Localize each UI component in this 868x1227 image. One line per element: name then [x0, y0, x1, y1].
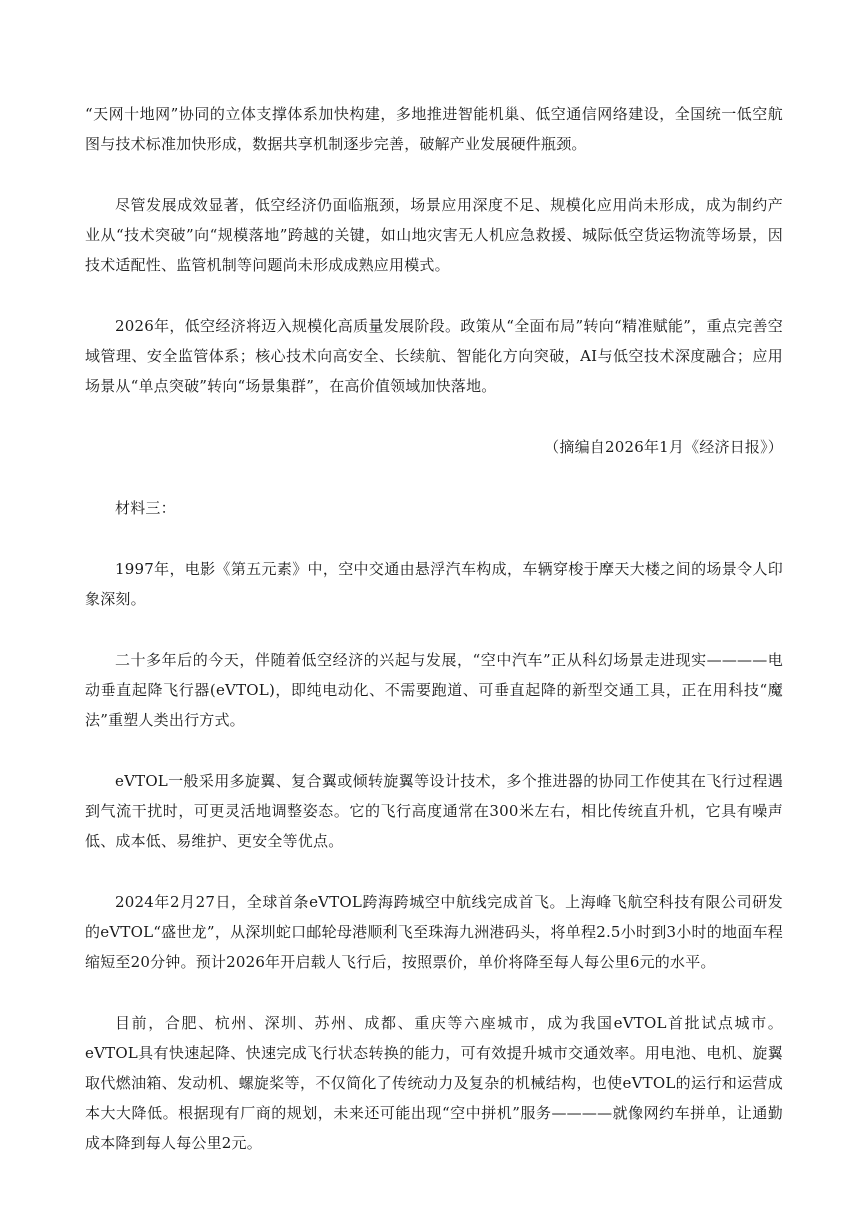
section-label: 材料三：: [115, 499, 176, 517]
paragraph-2: 尽管发展成效显著，低空经济仍面临瓶颈，场景应用深度不足、规模化应用尚未形成，成为制约产业从“技术突破”向“规模落地”跨越的关键，如山地灾害无人机应急救援、城际低空货运物流等场景，因技术适配性、监管机制等问题尚未形成成熟应用模式。: [85, 196, 783, 274]
paragraph-1: “天网十地网”协同的立体支撑体系加快构建，多地推进智能机巢、低空通信网络建设，全国统一低空航图与技术标准加快形成，数据共享机制逐步完善，破解产业发展硬件瓶颈。: [85, 105, 783, 153]
paragraph-4: 1997年，电影《第五元素》中，空中交通由悬浮汽车构成，车辆穿梭于摩天大楼之间的场景令人印象深刻。: [85, 560, 783, 608]
paragraph-8: 目前，合肥、杭州、深圳、苏州、成都、重庆等六座城市，成为我国eVTOL首批试点城市。eVTOL具有快速起降、快速完成飞行状态转换的能力，可有效提升城市交通效率。用电池、电机、旋翼取代燃油箱、发动机、螺旋桨等，不仅简化了传统动力及复杂的机械结构，也使eVTOL的运行和运营成本大大降低。根据现有厂商的规划，未来还可能出现“空中拼机”服务————就像网约车拼单，让通勤成本降到每人每公里2元。: [85, 1014, 783, 1152]
paragraph-3: 2026年，低空经济将迈入规模化高质量发展阶段。政策从“全面布局”转向“精准赋能”，重点完善空域管理、安全监管体系；核心技术向高安全、长续航、智能化方向突破，AI与低空技术深度融合；应用场景从“单点突破”转向“场景集群”，在高价值领域加快落地。: [85, 317, 783, 395]
source-citation: （摘编自2026年1月《经济日报》）: [544, 438, 783, 456]
paragraph-6: eVTOL一般采用多旋翼、复合翼或倾转旋翼等设计技术，多个推进器的协同工作使其在飞行过程遇到气流干扰时，可更灵活地调整姿态。它的飞行高度通常在300米左右，相比传统直升机，它具有噪声低、成本低、易维护、更安全等优点。: [85, 772, 783, 850]
document-body: [85, 99, 783, 1158]
paragraph-5: 二十多年后的今天，伴随着低空经济的兴起与发展，“空中汽车”正从科幻场景走进现实————电动垂直起降飞行器(eVTOL)，即纯电动化、不需要跑道、可垂直起降的新型交通工具，正在用科技“魔法”重塑人类出行方式。: [85, 651, 783, 729]
paragraph-7: 2024年2月27日，全球首条eVTOL跨海跨城空中航线完成首飞。上海峰飞航空科技有限公司研发的eVTOL“盛世龙”，从深圳蛇口邮轮母港顺利飞至珠海九洲港码头，将单程2.5小时到3小时的地面车程缩短至20分钟。预计2026年开启载人飞行后，按照票价，单价将降至每人每公里6元的水平。: [85, 893, 783, 971]
